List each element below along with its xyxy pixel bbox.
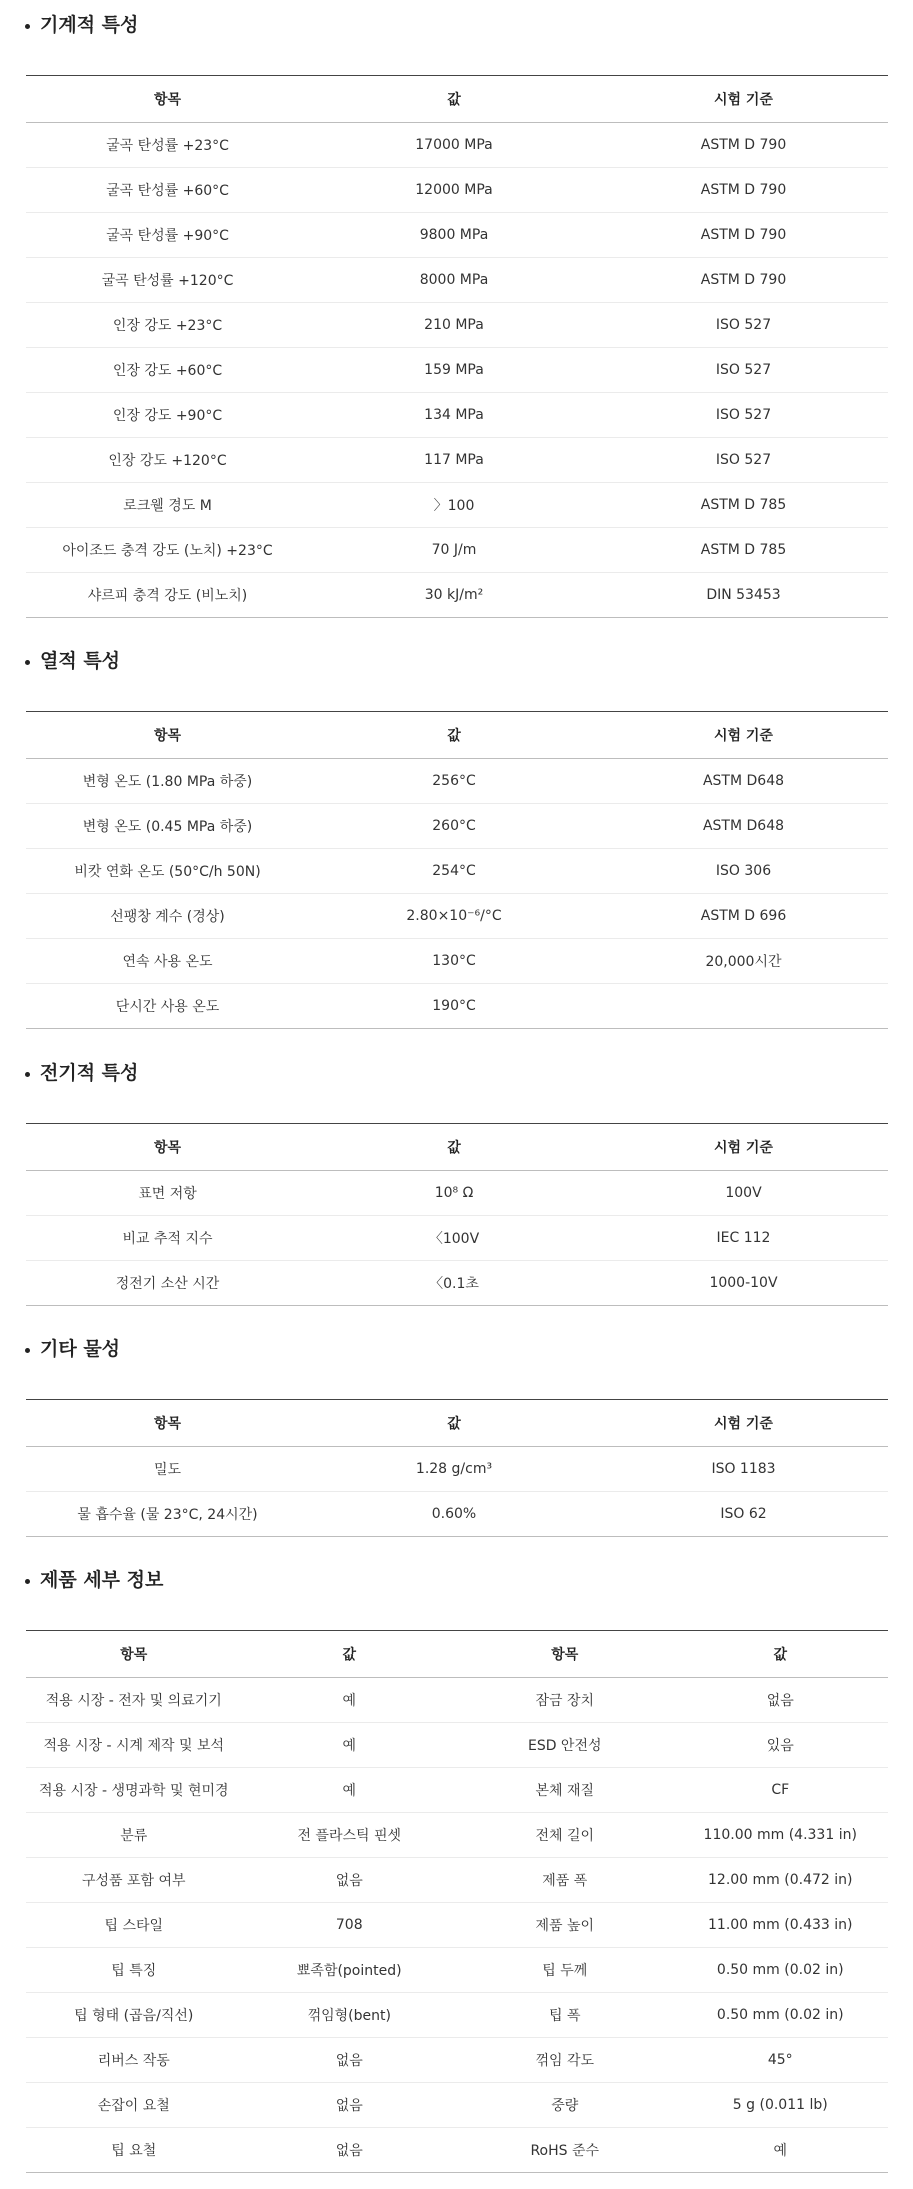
table-row	[26, 1948, 888, 1993]
cell-item: 중량	[457, 2083, 673, 2128]
table-header-row	[26, 712, 888, 759]
cell-item: 아이조드 충격 강도 (노치) +23°C	[26, 528, 309, 573]
cell-item: 굴곡 탄성률 +90°C	[26, 213, 309, 258]
section-title-electrical	[25, 1058, 138, 1088]
cell-item: 굴곡 탄성률 +120°C	[26, 258, 309, 303]
header-value: 값	[309, 712, 599, 759]
table-row	[26, 804, 888, 849]
section-title-text: 제품 세부 정보	[40, 1569, 164, 1591]
cell-item: 표면 저항	[138, 1186, 197, 1202]
cell-item: 팁 형태 (곱음/직선)	[26, 1993, 242, 2038]
section-title-thermal	[25, 646, 120, 676]
cell-item: 적용 시장 - 시계 제작 및 보석	[26, 1723, 242, 1768]
cell-standard: ASTM D648	[702, 773, 785, 789]
cell-value: 45°	[673, 2038, 889, 2083]
table-header-row	[26, 1400, 888, 1447]
header-value: 값	[309, 76, 599, 123]
section-title-text: 기계적 특성	[40, 14, 139, 36]
header-item: 항목	[26, 712, 309, 759]
cell-standard: ISO 527	[599, 393, 888, 438]
cell-item: 밀도	[153, 1462, 182, 1478]
cell-item: 팁 요철	[26, 2128, 242, 2173]
header-item: 항목	[26, 76, 309, 123]
electrical-table	[26, 1123, 888, 1306]
cell-item: 꺾임 각도	[457, 2038, 673, 2083]
table-row	[26, 984, 888, 1029]
cell-item: 변형 온도 (1.80 MPa 하중)	[82, 774, 253, 790]
cell-standard: ASTM D 790	[599, 258, 888, 303]
cell-item: 잠금 장치	[535, 1693, 595, 1709]
cell-standard: ISO 306	[599, 849, 888, 894]
cell-value: 190°C	[309, 984, 599, 1029]
cell-standard: 20,000시간	[599, 939, 888, 984]
cell-item: 선팽창 계수 (경상)	[26, 894, 309, 939]
cell-standard: ASTM D 790	[599, 213, 888, 258]
cell-value: 260°C	[309, 804, 599, 849]
cell-standard: ISO 1183	[711, 1461, 776, 1477]
cell-item: 본체 재질	[457, 1768, 673, 1813]
cell-value: 10⁸ Ω	[434, 1185, 474, 1201]
cell-standard: ISO 62	[599, 1492, 888, 1537]
cell-value: 117 MPa	[309, 438, 599, 483]
cell-item: 분류	[26, 1813, 242, 1858]
header-standard: 시험 기준	[599, 1400, 888, 1447]
table-header-row	[26, 1631, 888, 1678]
table-row	[26, 1447, 888, 1492]
cell-item: 로크웰 경도 M	[26, 483, 309, 528]
cell-value: 〈0.1초	[309, 1261, 599, 1306]
cell-item: 전체 길이	[457, 1813, 673, 1858]
header-item: 항목	[26, 1400, 309, 1447]
table-row	[26, 1768, 888, 1813]
cell-value: 없음	[766, 1693, 794, 1709]
cell-value: 708	[242, 1903, 458, 1948]
cell-standard: ISO 527	[599, 438, 888, 483]
table-row	[26, 894, 888, 939]
cell-value: 없음	[242, 1858, 458, 1903]
cell-value: 17000 MPa	[415, 137, 493, 153]
cell-standard: DIN 53453	[599, 573, 888, 618]
cell-item: 팁 특징	[26, 1948, 242, 1993]
cell-item: 리버스 작동	[26, 2038, 242, 2083]
table-row	[26, 1492, 888, 1537]
cell-value: 12000 MPa	[309, 168, 599, 213]
table-row	[26, 1171, 888, 1216]
cell-value: 예	[242, 1768, 458, 1813]
table-row	[26, 258, 888, 303]
cell-value: 꺾임형(bent)	[242, 1993, 458, 2038]
table-row	[26, 1903, 888, 1948]
cell-value: 8000 MPa	[309, 258, 599, 303]
cell-standard: ASTM D 790	[700, 137, 787, 153]
cell-item: 비캇 연화 온도 (50°C/h 50N)	[26, 849, 309, 894]
cell-item: 팁 두께	[457, 1948, 673, 1993]
cell-standard: ASTM D 790	[599, 168, 888, 213]
header-item: 항목	[26, 1124, 309, 1171]
cell-item: 정전기 소산 시간	[26, 1261, 309, 1306]
cell-value: 없음	[242, 2128, 458, 2173]
cell-value: 예	[673, 2128, 889, 2173]
table-row	[26, 2038, 888, 2083]
cell-item: 단시간 사용 온도	[26, 984, 309, 1029]
cell-value: 0.50 mm (0.02 in)	[673, 1948, 889, 1993]
cell-item: 제품 높이	[457, 1903, 673, 1948]
cell-item: 인장 강도 +60°C	[26, 348, 309, 393]
table-row	[26, 1858, 888, 1903]
bullet-icon	[25, 660, 30, 665]
cell-value: 130°C	[309, 939, 599, 984]
thermal-table	[26, 711, 888, 1029]
cell-value: 전 플라스틱 핀셋	[242, 1813, 458, 1858]
header-value: 값	[242, 1631, 458, 1678]
cell-standard: ASTM D 696	[599, 894, 888, 939]
bullet-icon	[25, 24, 30, 29]
cell-value: 뾰족함(pointed)	[242, 1948, 458, 1993]
cell-value: 110.00 mm (4.331 in)	[673, 1813, 889, 1858]
cell-value: 예	[242, 1723, 458, 1768]
section-title-product	[25, 1565, 163, 1595]
table-header-row	[26, 1124, 888, 1171]
cell-item: 제품 폭	[457, 1858, 673, 1903]
table-row	[26, 2083, 888, 2128]
cell-item: 샤르피 충격 강도 (비노치)	[26, 573, 309, 618]
cell-value: 있음	[673, 1723, 889, 1768]
cell-value: 0.60%	[309, 1492, 599, 1537]
table-header-row	[26, 76, 888, 123]
cell-item: 인장 강도 +120°C	[26, 438, 309, 483]
cell-item: 팁 스타일	[26, 1903, 242, 1948]
cell-value: 30 kJ/m²	[309, 573, 599, 618]
cell-item: 적용 시장 - 생명과학 및 현미경	[26, 1768, 242, 1813]
header-value: 값	[309, 1400, 599, 1447]
cell-standard: 100V	[725, 1185, 762, 1201]
table-row	[26, 1813, 888, 1858]
header-standard: 시험 기준	[599, 1124, 888, 1171]
cell-item: 팁 폭	[457, 1993, 673, 2038]
table-row	[26, 528, 888, 573]
cell-value: 없음	[242, 2038, 458, 2083]
cell-standard: ASTM D648	[599, 804, 888, 849]
header-value: 값	[309, 1124, 599, 1171]
header-item: 항목	[457, 1631, 673, 1678]
cell-value: 256°C	[432, 773, 476, 789]
cell-item: 적용 시장 - 전자 및 의료기기	[45, 1693, 222, 1709]
table-row	[26, 1723, 888, 1768]
cell-value: 5 g (0.011 lb)	[673, 2083, 889, 2128]
table-row	[26, 348, 888, 393]
cell-value: 254°C	[309, 849, 599, 894]
table-row	[26, 1261, 888, 1306]
cell-item: 굴곡 탄성률 +60°C	[26, 168, 309, 213]
cell-value: 70 J/m	[309, 528, 599, 573]
table-row	[26, 939, 888, 984]
cell-standard	[599, 984, 888, 1029]
table-row	[26, 1993, 888, 2038]
cell-item: 비교 추적 지수	[26, 1216, 309, 1261]
table-row	[26, 483, 888, 528]
cell-item: 인장 강도 +23°C	[26, 303, 309, 348]
cell-value: 〈100V	[309, 1216, 599, 1261]
cell-value: 11.00 mm (0.433 in)	[673, 1903, 889, 1948]
cell-item: 굴곡 탄성률 +23°C	[106, 138, 229, 154]
table-row	[26, 849, 888, 894]
table-row	[26, 759, 888, 804]
cell-value: 9800 MPa	[309, 213, 599, 258]
section-title-other	[25, 1334, 120, 1364]
table-row	[26, 303, 888, 348]
bullet-icon	[25, 1348, 30, 1353]
cell-value: 예	[342, 1693, 357, 1709]
cell-standard: ASTM D 785	[599, 483, 888, 528]
cell-value: 〉100	[309, 483, 599, 528]
cell-item: 물 흡수율 (물 23°C, 24시간)	[26, 1492, 309, 1537]
section-title-text: 열적 특성	[40, 650, 121, 672]
cell-value: 134 MPa	[309, 393, 599, 438]
cell-value: 1.28 g/cm³	[415, 1461, 493, 1477]
header-standard: 시험 기준	[599, 712, 888, 759]
cell-item: 연속 사용 온도	[26, 939, 309, 984]
cell-standard: IEC 112	[599, 1216, 888, 1261]
table-row	[26, 393, 888, 438]
header-standard: 시험 기준	[599, 76, 888, 123]
product-table	[26, 1630, 888, 2173]
section-title-text: 전기적 특성	[40, 1062, 139, 1084]
cell-item: 변형 온도 (0.45 MPa 하중)	[26, 804, 309, 849]
table-row	[26, 213, 888, 258]
cell-standard: ASTM D 785	[599, 528, 888, 573]
table-row	[26, 168, 888, 213]
cell-standard: 1000-10V	[599, 1261, 888, 1306]
cell-value: 159 MPa	[309, 348, 599, 393]
bullet-icon	[25, 1072, 30, 1077]
cell-value: 12.00 mm (0.472 in)	[673, 1858, 889, 1903]
cell-item: 구성품 포함 여부	[26, 1858, 242, 1903]
section-title-text: 기타 물성	[40, 1338, 121, 1360]
cell-item: 손잡이 요철	[26, 2083, 242, 2128]
table-row	[26, 573, 888, 618]
table-row	[26, 123, 888, 168]
cell-value: 2.80×10⁻⁶/°C	[309, 894, 599, 939]
cell-value: 210 MPa	[309, 303, 599, 348]
other-table	[26, 1399, 888, 1537]
table-row	[26, 1216, 888, 1261]
cell-item: RoHS 준수	[457, 2128, 673, 2173]
cell-item: ESD 안전성	[457, 1723, 673, 1768]
table-row	[26, 438, 888, 483]
cell-standard: ISO 527	[599, 303, 888, 348]
cell-standard: ISO 527	[599, 348, 888, 393]
table-row	[26, 1678, 888, 1723]
section-title-mechanical	[25, 10, 138, 40]
header-item: 항목	[26, 1631, 242, 1678]
cell-item: 인장 강도 +90°C	[26, 393, 309, 438]
cell-value: 0.50 mm (0.02 in)	[673, 1993, 889, 2038]
table-row	[26, 2128, 888, 2173]
header-value: 값	[673, 1631, 889, 1678]
bullet-icon	[25, 1579, 30, 1584]
mechanical-table	[26, 75, 888, 618]
cell-value: 없음	[242, 2083, 458, 2128]
cell-value: CF	[673, 1768, 889, 1813]
